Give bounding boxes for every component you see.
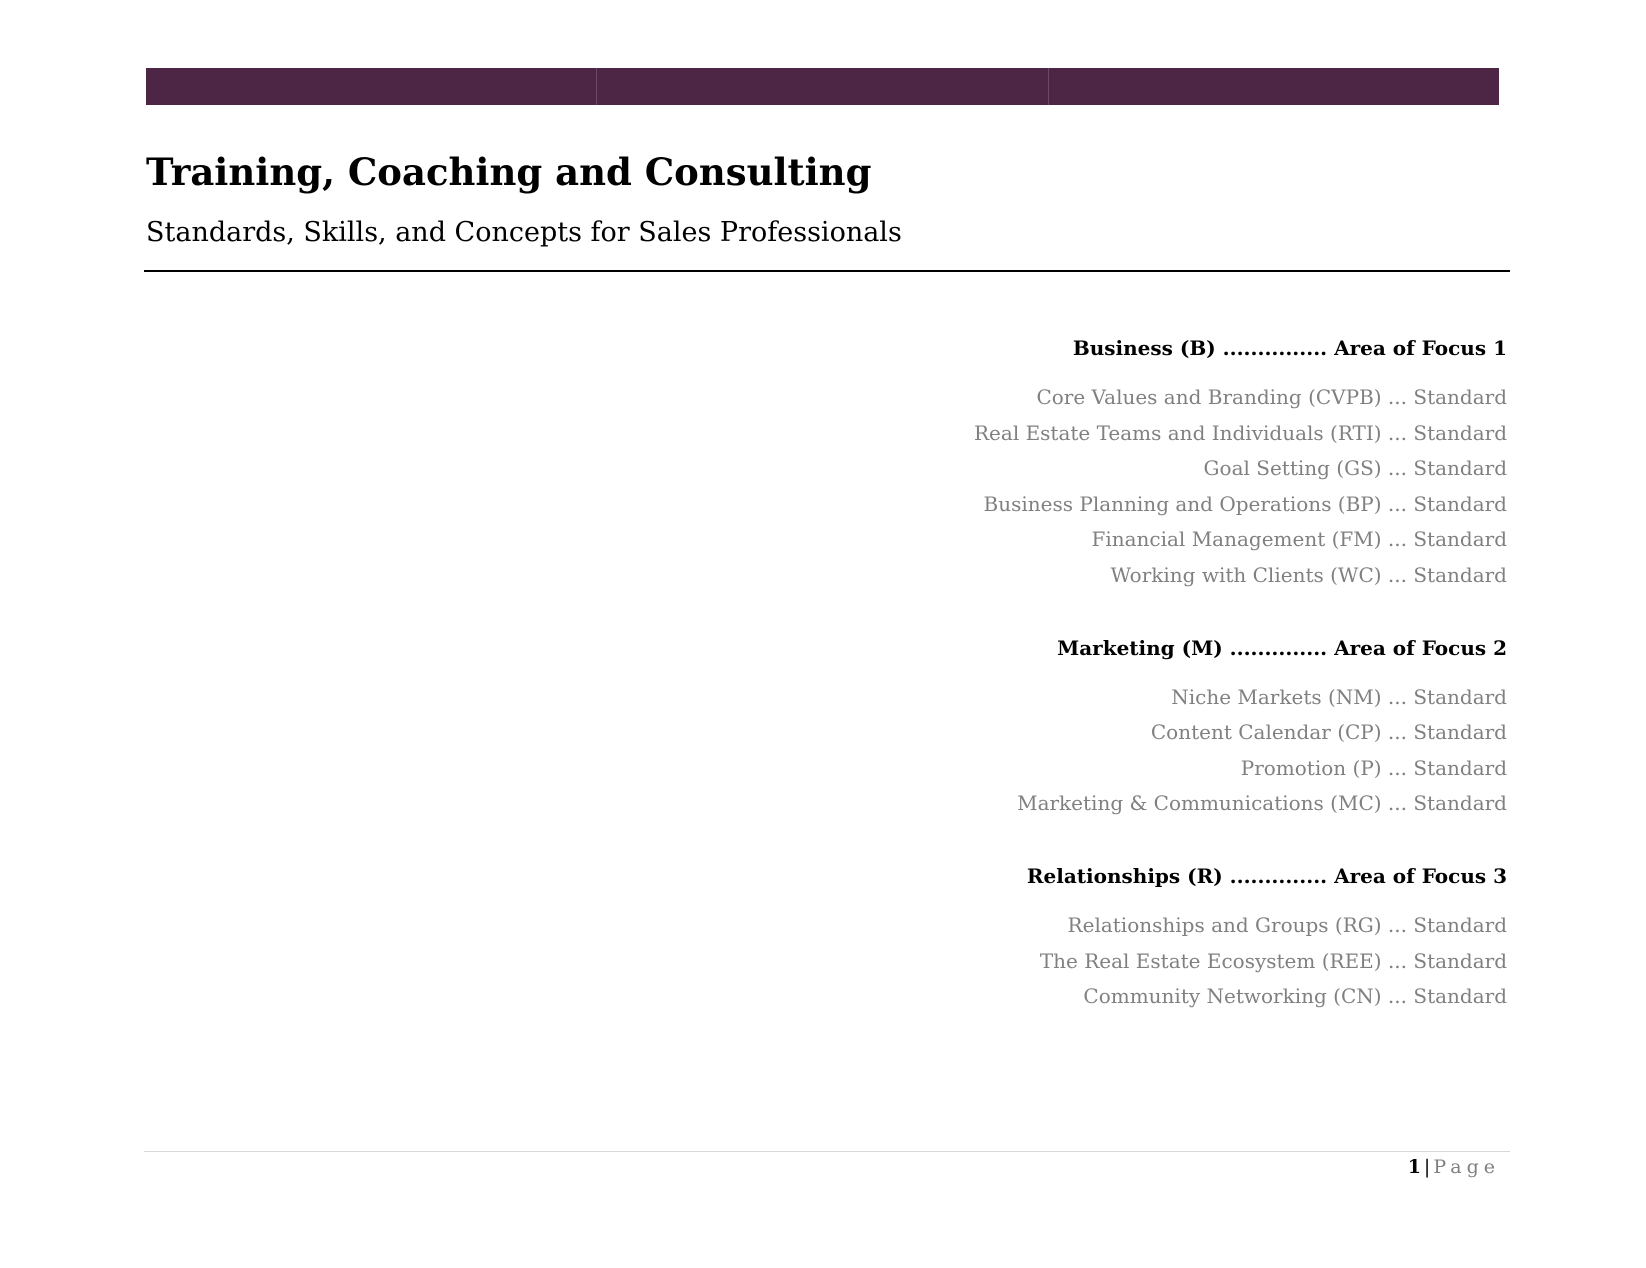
standard-item: Core Values and Branding (CVPB) ... Standard: [1036, 385, 1507, 409]
areas-of-focus-list: [607, 332, 1507, 1015]
area-heading: Marketing (M) .............. Area of Focus 2: [1057, 635, 1507, 660]
page-number-footer: [1408, 1156, 1500, 1178]
area-of-focus-marketing: [607, 632, 1507, 822]
standard-item: Relationships and Groups (RG) ... Standard: [1067, 912, 1507, 937]
header-band: [146, 68, 1499, 105]
footer-divider: [144, 1151, 1510, 1152]
header-band-segment: [146, 68, 596, 105]
area-heading: Business (B) ............... Area of Focus 1: [1072, 336, 1507, 360]
standard-item: The Real Estate Ecosystem (REE) ... Standard: [1039, 948, 1507, 973]
header-band-segment: [1048, 68, 1499, 105]
standard-item: Working with Clients (WC) ... Standard: [1110, 562, 1507, 587]
standard-item: Financial Management (FM) ... Standard: [1091, 527, 1507, 552]
standard-item: Marketing & Communications (MC) ... Standard: [1017, 791, 1507, 816]
page-number: 1: [1407, 1156, 1421, 1178]
title-divider: [144, 270, 1510, 272]
document-subtitle: Standards, Skills, and Concepts for Sales Professionals: [146, 217, 902, 248]
standard-item: Goal Setting (GS) ... Standard: [1203, 456, 1507, 481]
header-band-segment: [596, 68, 1047, 105]
area-of-focus-relationships: [607, 860, 1507, 1015]
area-of-focus-business: [607, 332, 1507, 594]
standard-item: Content Calendar (CP) ... Standard: [1150, 720, 1507, 745]
standard-item: Promotion (P) ... Standard: [1240, 755, 1507, 780]
standard-item: Business Planning and Operations (BP) ... Standard: [983, 491, 1507, 516]
document-title: Training, Coaching and Consulting: [146, 150, 872, 194]
page-word: Page: [1433, 1156, 1500, 1178]
standard-item: Niche Markets (NM) ... Standard: [1171, 684, 1507, 709]
standard-item: Community Networking (CN) ... Standard: [1083, 984, 1507, 1009]
standard-item: Real Estate Teams and Individuals (RTI) ... Standard: [974, 420, 1507, 445]
area-heading: Relationships (R) .............. Area of Focus 3: [1026, 863, 1507, 888]
page-separator: |: [1423, 1156, 1431, 1178]
